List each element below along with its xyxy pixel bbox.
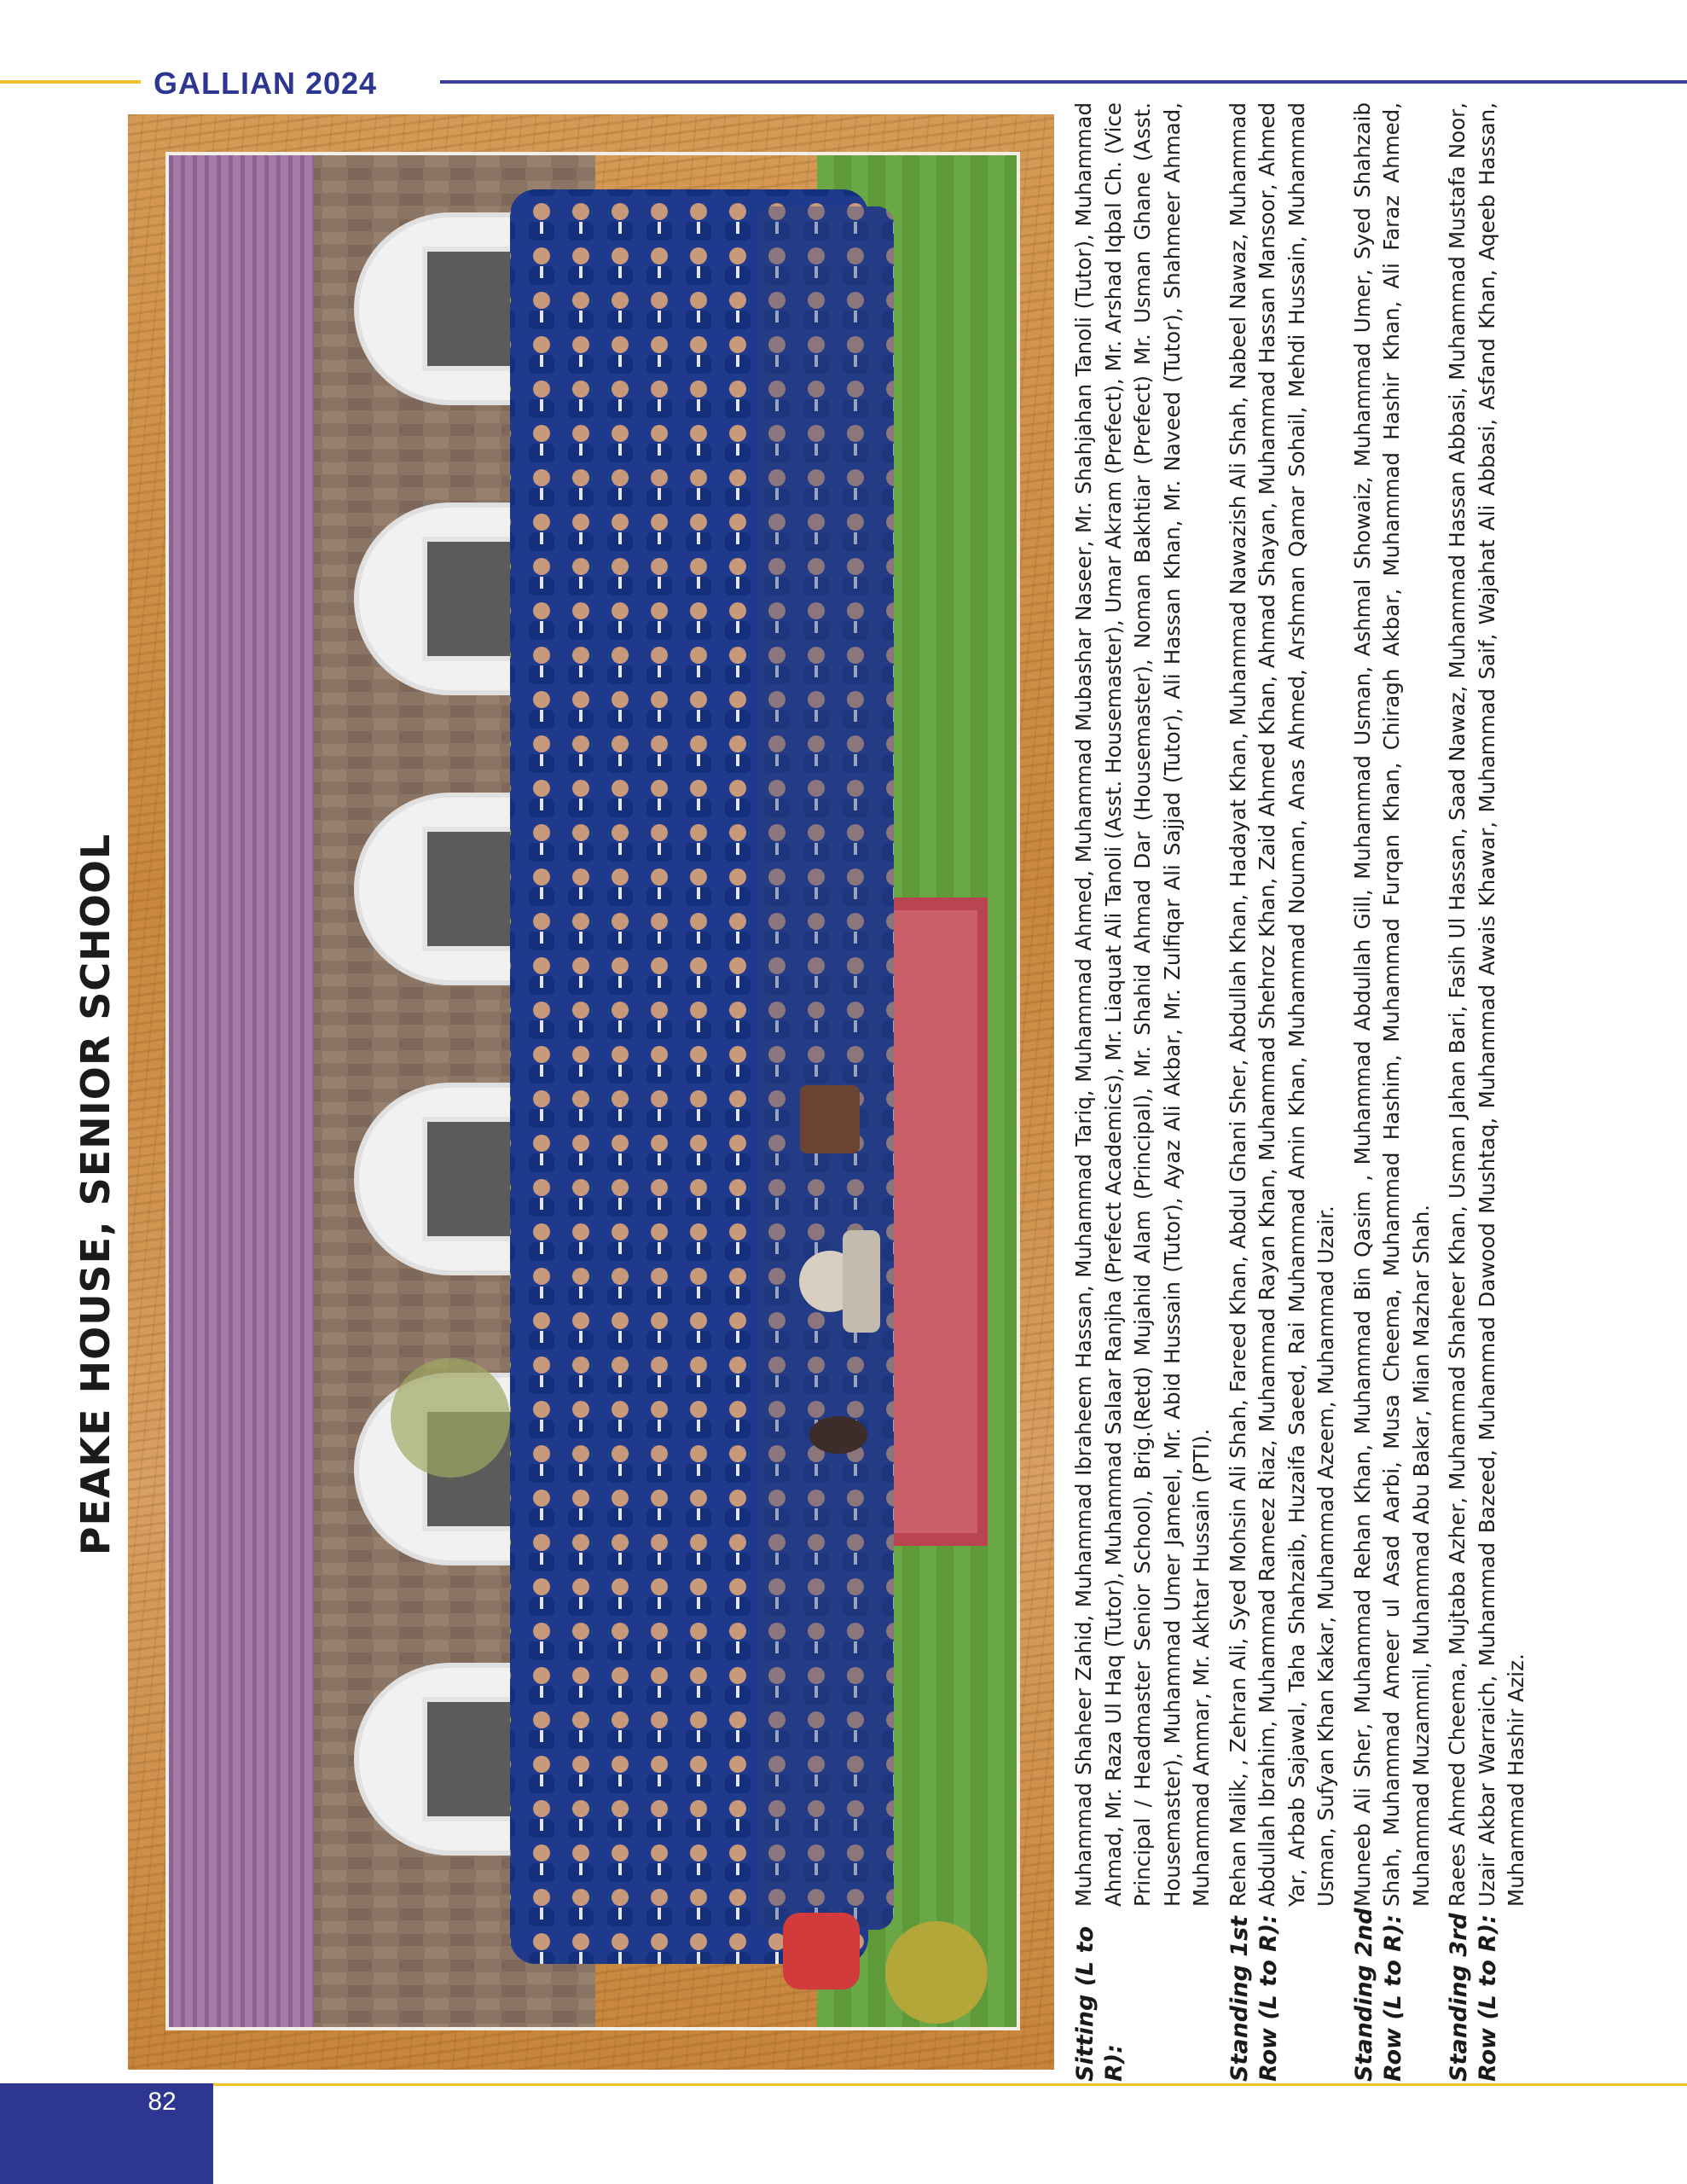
row-names: Rehan Malik, , Zehran Ali, Syed Mohsin Ali Shah, Fareed Khan, Abdul Ghani Sher, Abdullah Khan, Hadayat Khan, Muhammad Nawazish Ali Shah, Nabeel Nawaz, Muhammad Abdullah Ibrahim, Muhammad Rameez Riaz, Muhammad Rayan Khan, Muhammad Shehroz Khan, Zaid Ahmed Khan, Ahmad Shayan, Muhammad Hassan Mansoor, Ahmed Yar, Arbab Sajawal, Taha Shahzaib, Huzaifa Saeed, Rai Muhammad Amin Khan, Muhammad Nouman, Anas Ahmed, Arshman Qamar Sohail, Mehdi Hussain, Muhammad Usman, Sufyan Khan Kakar, Muhammad Azeem, Muhammad Uzair.: [1225, 102, 1338, 1907]
caption-row-sitting: [1070, 102, 1217, 2082]
footer-rule: [213, 2083, 1687, 2086]
row-label: Sitting (L to R):: [1072, 1926, 1128, 2082]
page-number: 82: [148, 2088, 177, 2116]
row-label: Standing 1st Row (L to R):: [1226, 1914, 1282, 2082]
row-names: Raees Ahmed Cheema, Mujtaba Azher, Muhammad Shaheer Khan, Usman Jahan Bari, Fasih Ul Hassan, Saad Nawaz, Muhammad Hassan Abbasi, Muhammad Mustafa Noor, Uzair Akbar Warraich, Muhammad Bazeed, Muhammad Dawood Mushtaq, Muhammad Awais Khawar, Muhammad Saif, Wajahat Ali Abbasi, Asfand Khan, Aqeeb Hassan, Muhammad Hashir Aziz.: [1445, 102, 1528, 1907]
header-rule-right: [440, 80, 1687, 84]
row-names: Muhammad Shaheer Zahid, Muhammad Ibraheem Hassan, Muhammad Tariq, Muhammad Ahmed, Muhammad Mubashar Naseer, Mr. Shahjahan Tanoli (Tutor), Muhammad Ahmad, Mr. Raza Ul Haq (Tutor), Muhammad Salaar Ranjha (Prefect Academics), Mr. Liaquat Ali Tanoli (Asst. Housemaster), Umar Akram (Prefect), Mr. Arshad Iqbal Ch. (Vice Principal / Headmaster Senior School), Brig.(Retd) Mujahid Alam (Principal), Mr. Shahid Ahmad Dar (Housemaster), Noman Bakhtiar (Prefect) Mr. Usman Ghane (Asst. Housemaster), Muhammad Umer Jameel, Mr. Abid Hussain (Tutor), Ayaz Ali Akbar, Mr. Zulfiqar Ali Sajjad (Tutor), Ali Hassan Khan, Mr. Naveed (Tutor), Shahmeer Ahmad, Muhammad Ammar, Mr. Akhtar Hussain (PTI).: [1071, 102, 1214, 1907]
photo-frame: [128, 114, 1054, 2070]
caption-row-standing-2: [1348, 102, 1437, 2082]
header-rule-left: [0, 80, 141, 84]
row-label: Standing 3rd Row (L to R):: [1446, 1913, 1501, 2082]
row-label: Standing 2nd Row (L to R):: [1350, 1908, 1406, 2082]
row-names: Muneeb Ali Sher, Muhammad Rehan Khan, Muhammad Bin Qasim , Muhammad Abdullah Gill, Muhammad Usman, Ashmal Showaiz, Muhammad Umer, Syed Shahzaib Shah, Muhammad Ameer ul Asad Aarbi, Musa Cheema, Muhammad Hashim, Muhammad Furqan Khan, Chiragh Akbar, Muhammad Hashir Khan, Ali Faraz Ahmed, Muhammad Muzammil, Muhammad Abu Bakar, Mian Mazhar Shah.: [1349, 102, 1434, 1907]
publication-title: GALLIAN 2024: [154, 66, 378, 101]
caption-row-standing-1: [1224, 102, 1342, 2082]
house-title: PEAKE HOUSE, SENIOR SCHOOL: [72, 833, 119, 1556]
caption-text-block: [1070, 102, 1547, 2082]
caption-panel: [1070, 102, 1547, 2082]
caption-row-standing-3: [1443, 102, 1532, 2082]
group-photo-image: [165, 152, 1020, 2030]
